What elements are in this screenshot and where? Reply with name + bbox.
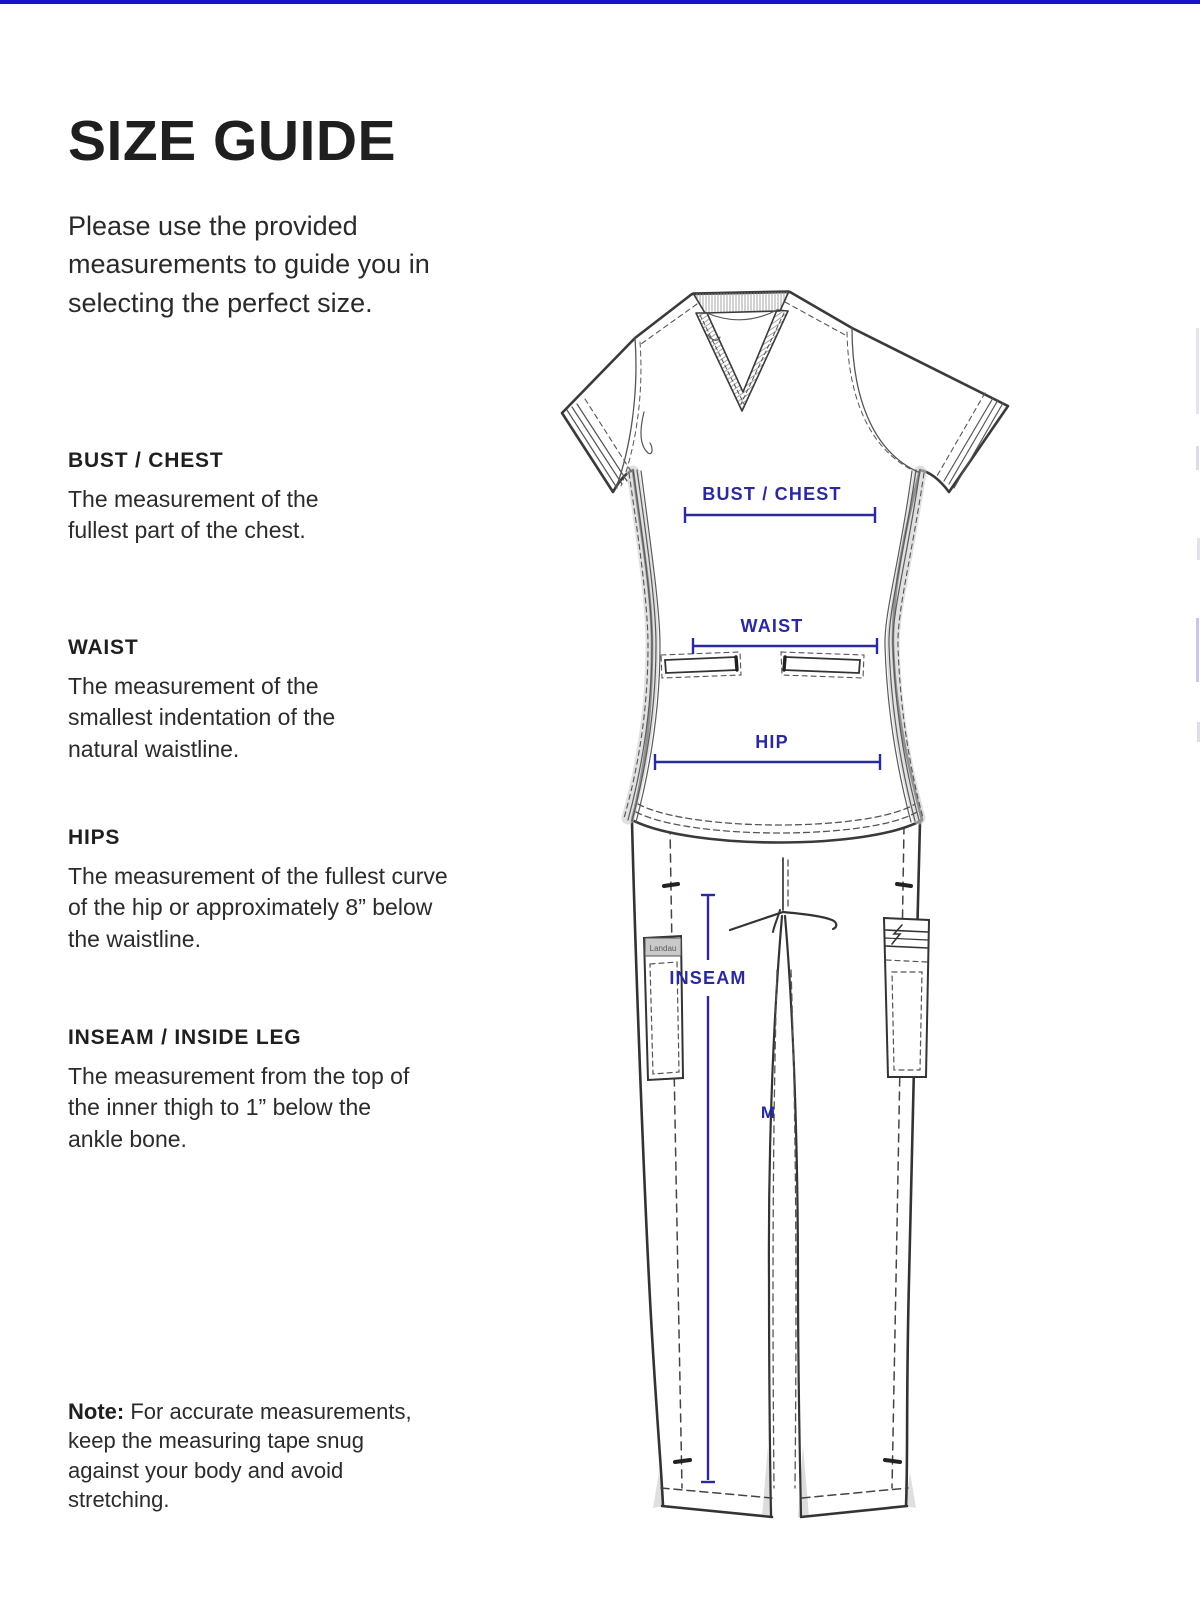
- section-body: The measurement of the fullest curve of the hip or approximately 8” below the waistline.: [68, 863, 448, 952]
- section-heading: HIPS: [68, 826, 121, 849]
- pants-drawing: [632, 803, 929, 1517]
- size-label: M: [760, 1103, 776, 1122]
- section-hips: [68, 826, 458, 955]
- right-cargo-pocket: [884, 918, 929, 1077]
- section-heading: BUST / CHEST: [68, 449, 224, 472]
- right-edge-artifact: [1196, 618, 1199, 682]
- brand-tag-label: Landau: [649, 944, 677, 953]
- page-title: SIZE GUIDE: [68, 109, 397, 174]
- waist-measure-label: WAIST: [740, 616, 804, 636]
- section-body: The measurement of the smallest indentation of the natural waistline.: [68, 673, 336, 762]
- scrub-top-drawing: [562, 291, 1008, 843]
- section-body: The measurement from the top of the inner thigh to 1” below the ankle bone.: [68, 1063, 410, 1152]
- section-body: The measurement of the fullest part of the chest.: [68, 486, 319, 544]
- intro-text: Please use the provided measurements to guide you in selecting the perfect size.: [68, 211, 430, 318]
- left-cargo-pocket: [644, 936, 683, 1080]
- note-body: For accurate measurements, keep the measuring tape snug against your body and avoid stretching.: [68, 1399, 412, 1512]
- section-inseam: [68, 1026, 428, 1155]
- bust-measure-label: BUST / CHEST: [702, 484, 842, 504]
- section-bust-chest: [68, 449, 363, 547]
- note-text: [68, 1397, 420, 1514]
- scrubs-technical-drawing: [540, 280, 1040, 1540]
- note-label: Note:: [68, 1399, 125, 1424]
- right-edge-artifact: [1196, 328, 1199, 414]
- section-waist: [68, 636, 383, 765]
- section-heading: WAIST: [68, 636, 139, 659]
- right-edge-artifact: [1196, 446, 1199, 470]
- top-accent-bar: [0, 0, 1200, 4]
- inseam-measure-label: INSEAM: [669, 968, 747, 988]
- hip-measure-label: HIP: [755, 732, 789, 752]
- section-heading: INSEAM / INSIDE LEG: [68, 1026, 302, 1049]
